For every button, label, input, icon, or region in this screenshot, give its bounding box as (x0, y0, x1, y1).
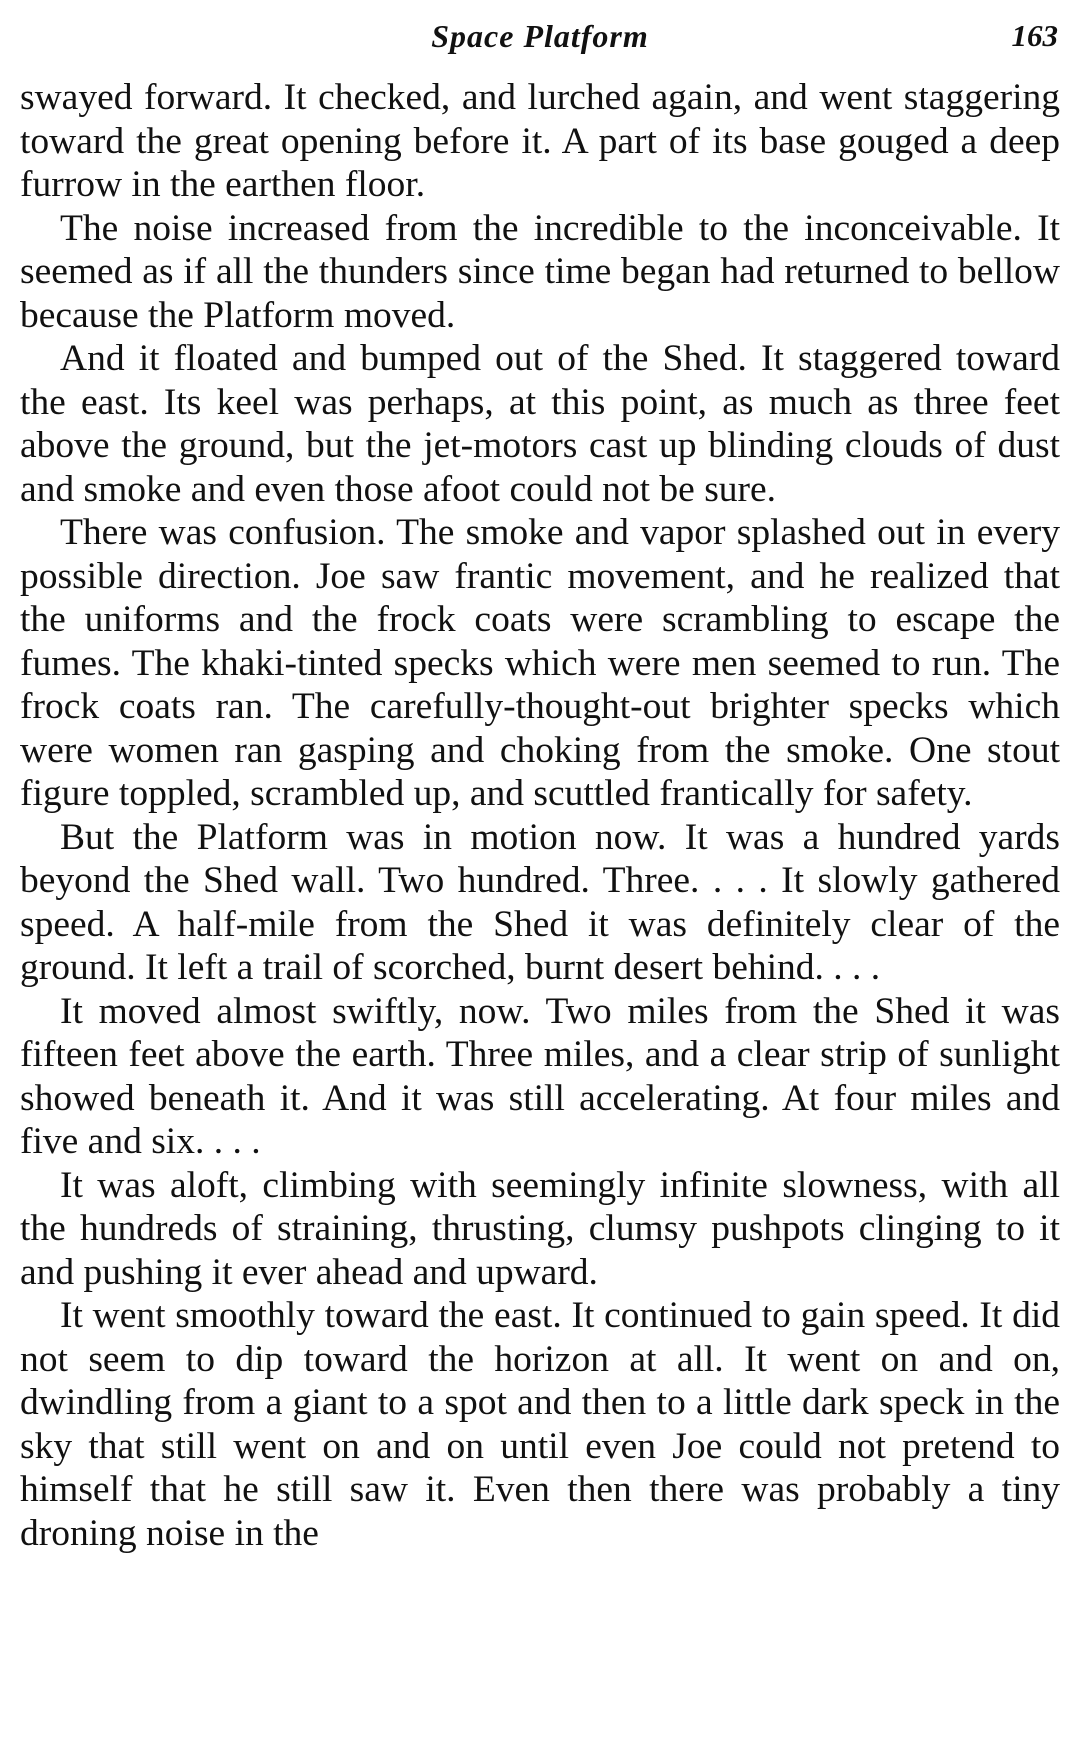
paragraph: It moved almost swiftly, now. Two miles from the Shed it was fifteen feet above the earth. Three miles, and a clear strip of sunlight showed beneath it. And it was still accelerating. At four miles and five and six. . . . (20, 990, 1060, 1162)
paragraph: swayed forward. It checked, and lurched again, and went staggering toward the great opening before it. A part of its base gouged a deep furrow in the earthen floor. (20, 77, 1060, 205)
body-text (20, 76, 1060, 1555)
paragraph: It went smoothly toward the east. It continued to gain speed. It did not seem to dip toward the horizon at all. It went on and on, dwindling from a giant to a spot and then to a little dark speck in the sky that still went on and on until even Joe could not pretend to himself that he still saw it. Even then there was probably a tiny droning noise in the (20, 1295, 1060, 1554)
paragraph: The noise increased from the incredible to the inconceivable. It seemed as if all the thunders since time began had returned to bellow because the Platform moved. (20, 207, 1060, 336)
paragraph: It was aloft, climbing with seemingly infinite slowness, with all the hundreds of straining, thrusting, clumsy pushpots clinging to it and pushing it ever ahead and upward. (20, 1164, 1060, 1293)
paragraph: There was confusion. The smoke and vapor splashed out in every possible direction. Joe saw frantic movement, and he realized that the uniforms and the frock coats were scrambling to escape the fumes. The khaki-tinted specks which were men seemed to run. The frock coats ran. The carefully-thought-out brighter specks which were women ran gasping and choking from the smoke. One stout figure toppled, scrambled up, and scuttled frantically for safety. (20, 512, 1060, 814)
running-head (20, 18, 1060, 62)
running-title: Space Platform (431, 18, 649, 54)
paragraph: But the Platform was in motion now. It was a hundred yards beyond the Shed wall. Two hundred. Three. . . . It slowly gathered speed. A half-mile from the Shed it was definitely clear of the ground. It left a trail of scorched, burnt desert behind. . . . (20, 816, 1060, 988)
page-number: 163 (1011, 18, 1058, 53)
book-page (20, 0, 1060, 1754)
paragraph: And it floated and bumped out of the Shed. It staggered toward the east. Its keel was perhaps, at this point, as much as three feet above the ground, but the jet-motors cast up blinding clouds of dust and smoke and even those afoot could not be sure. (20, 338, 1060, 510)
